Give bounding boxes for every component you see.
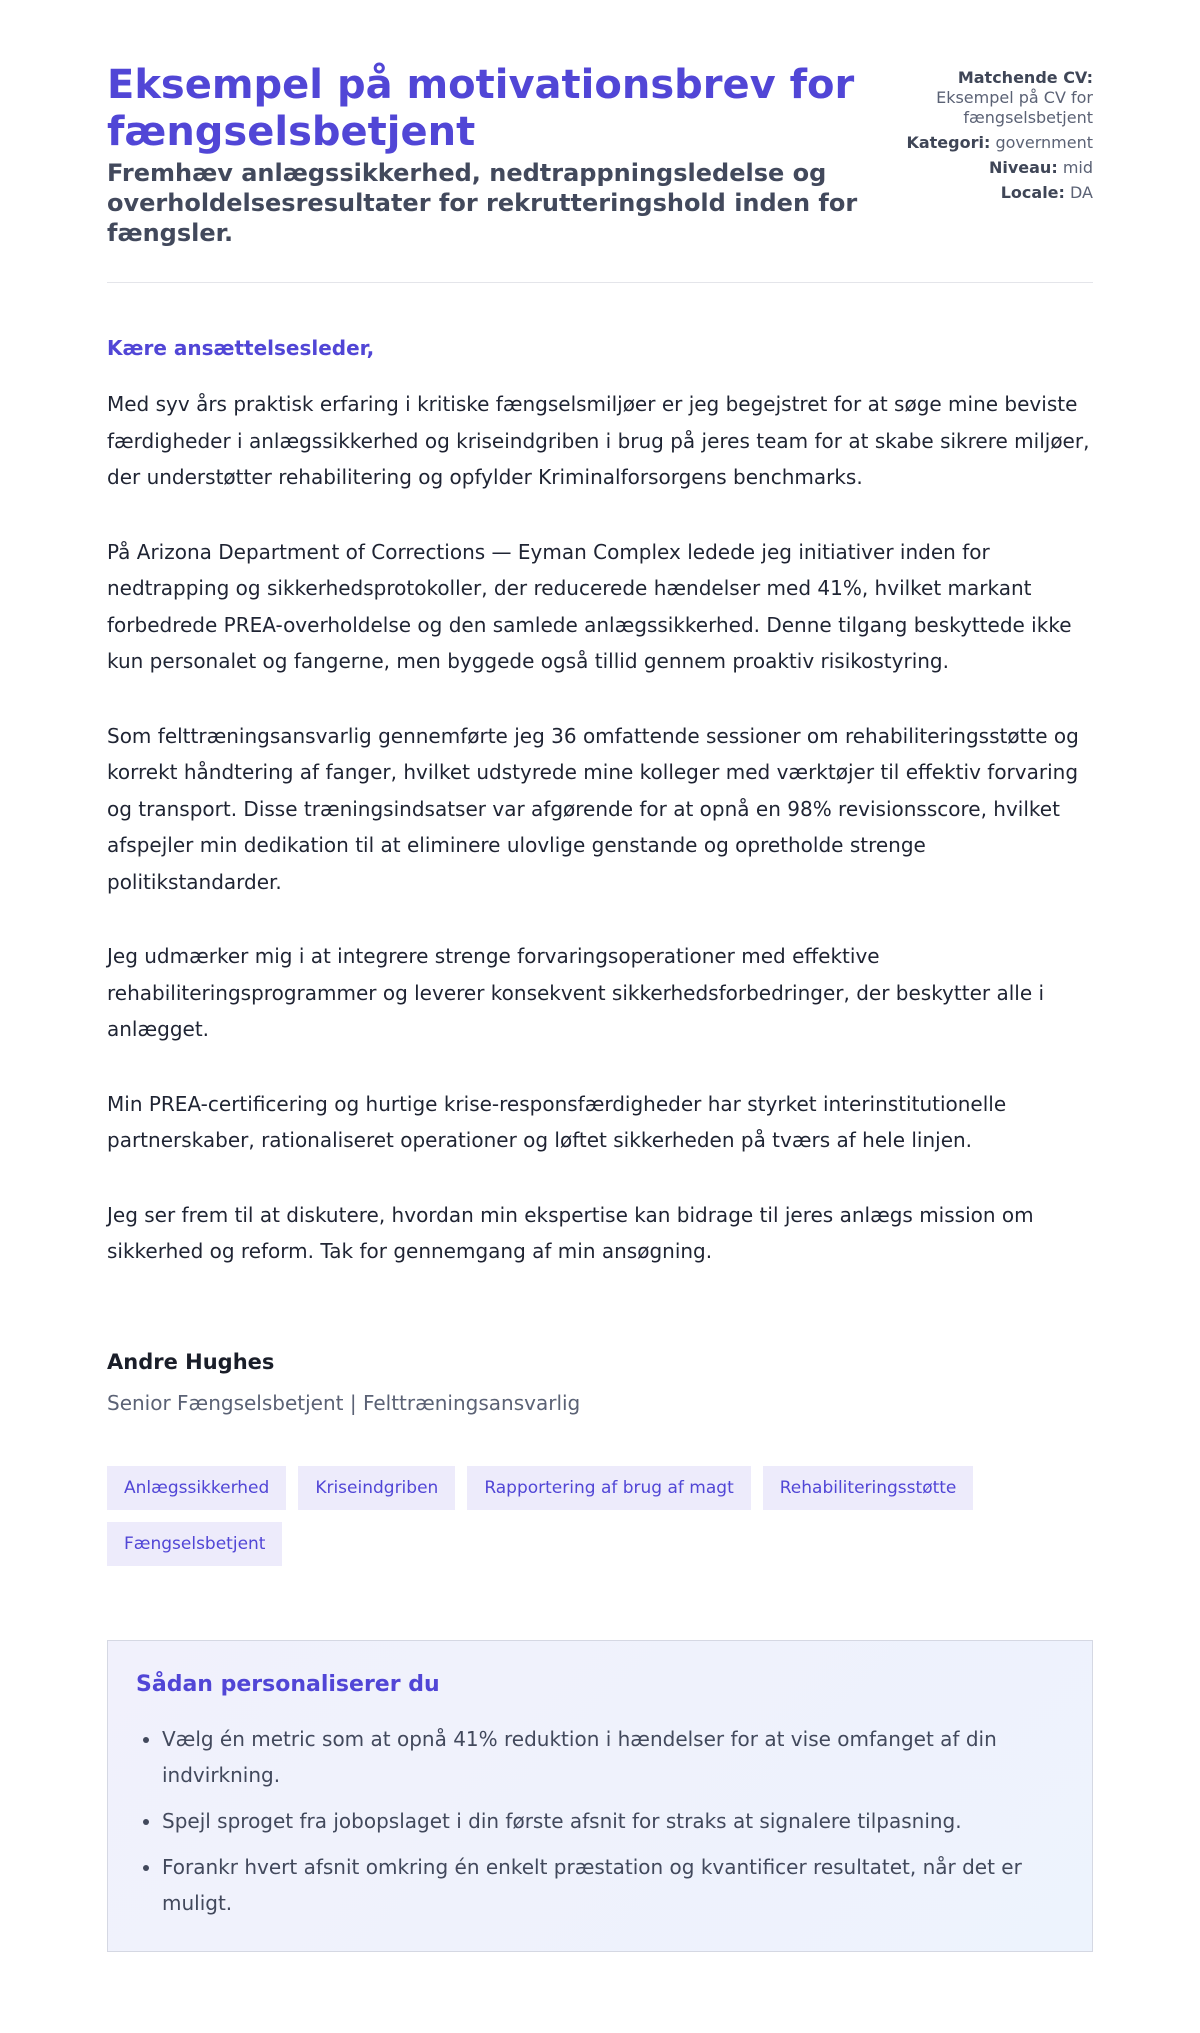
skill-tags — [107, 1466, 1093, 1566]
tips-list-item: • Vælg én metric som at opnå 41% reduktion i hændelser for at vise omfanget af din indvirkning. — [162, 1721, 1064, 1793]
cover-letter-page — [107, 62, 1093, 1952]
meta-cv-label: Matchende CV: — [957, 68, 1093, 87]
meta-locale-value: DA — [1070, 183, 1093, 202]
letter-greeting: Kære ansættelsesleder, — [107, 336, 375, 360]
personalization-tips-box — [107, 1640, 1093, 1952]
meta-category — [873, 133, 1093, 153]
meta-locale — [873, 183, 1093, 203]
meta-level-label: Niveau: — [988, 158, 1058, 177]
letter-paragraph: Med syv års praktisk erfaring i kritiske fængselsmiljøer er jeg begejstret for at søge mine beviste færdigheder i anlægssikkerhed og kriseindgriben i brug på jeres team for at skabe sikrere miljøer, der understøtter rehabilitering og opfylder Kriminalforsorgens benchmarks. — [107, 392, 1090, 489]
meta-locale-label: Locale: — [1000, 183, 1065, 202]
meta-category-label: Kategori: — [906, 133, 991, 152]
skill-tag: Fængselsbetjent — [107, 1522, 282, 1566]
letter-body — [107, 386, 1093, 1270]
page-header — [107, 62, 1093, 283]
skill-tag: Rapportering af brug af magt — [467, 1466, 750, 1510]
tips-list-item: • Spejl sproget fra jobopslaget i din første afsnit for straks at signalere tilpasning. — [162, 1803, 1064, 1839]
header-titles — [107, 62, 867, 248]
skill-tag: Anlægssikkerhed — [107, 1466, 286, 1510]
signature-block — [107, 1348, 1093, 1416]
meta-matching-cv — [873, 68, 1093, 128]
letter-paragraph: På Arizona Department of Corrections — Eyman Complex ledede jeg initiativer inden for nedtrapping og sikkerhedsprotokoller, der reducerede hændelser med 41%, hvilket markant forbedrede PREA-overholdelse og den samlede anlægssikkerhed. Denne tilgang beskyttede ikke kun personalet og fangerne, men byggede også tillid gennem proaktiv risikostyring. — [107, 539, 1072, 673]
meta-level-value: mid — [1062, 158, 1093, 177]
skill-tag: Rehabiliteringsstøtte — [763, 1466, 974, 1510]
letter-paragraph: Som felttræningsansvarlig gennemførte jeg 36 omfattende sessioner om rehabiliteringsstøtte og korrekt håndtering af fanger, hvilket udstyrede mine kolleger med værktøjer til effektiv forvaring og transport. Disse træningsindsatser var afgørende for at opnå en 98% revisionsscore, hvilket afspejler min dedikation til at eliminere ulovlige genstande og opretholde strenge politikstandarder. — [107, 723, 1079, 894]
letter-paragraph: Min PREA-certificering og hurtige krise-responsfærdigheder har styrket interinstitutionelle partnerskaber, rationaliseret operationer og løftet sikkerheden på tværs af hele linjen. — [107, 1091, 1007, 1152]
meta-category-value: government — [995, 133, 1093, 152]
meta-panel — [873, 62, 1093, 208]
meta-level — [873, 158, 1093, 178]
page-subtitle: Fremhæv anlægssikkerhed, nedtrappningsledelse og overholdelsesresultater for rekrutteringshold inden for fængsler. — [107, 159, 858, 247]
meta-cv-value: Eksempel på CV for fængselsbetjent — [936, 88, 1093, 127]
tips-title: Sådan personaliserer du — [136, 1671, 440, 1697]
signature-name: Andre Hughes — [107, 1349, 275, 1374]
signature-title: Senior Fængselsbetjent | Felttræningsansvarlig — [107, 1390, 581, 1415]
skill-tag: Kriseindgriben — [298, 1466, 455, 1510]
letter-paragraph: Jeg ser frem til at diskutere, hvordan min ekspertise kan bidrage til jeres anlægs mission om sikkerhed og reform. Tak for gennemgang af min ansøgning. — [107, 1202, 1034, 1263]
letter-paragraph: Jeg udmærker mig i at integrere strenge forvaringsoperationer med effektive rehabiliteringsprogrammer og leverer konsekvent sikkerhedsforbedringer, der beskytter alle i anlægget. — [107, 944, 1045, 1041]
tips-list-item: • Forankr hvert afsnit omkring én enkelt præstation og kvantificer resultatet, når det er muligt. — [162, 1849, 1064, 1921]
page-title: Eksempel på motivationsbrev for fængselsbetjent — [107, 62, 855, 155]
tips-list — [136, 1721, 1064, 1921]
